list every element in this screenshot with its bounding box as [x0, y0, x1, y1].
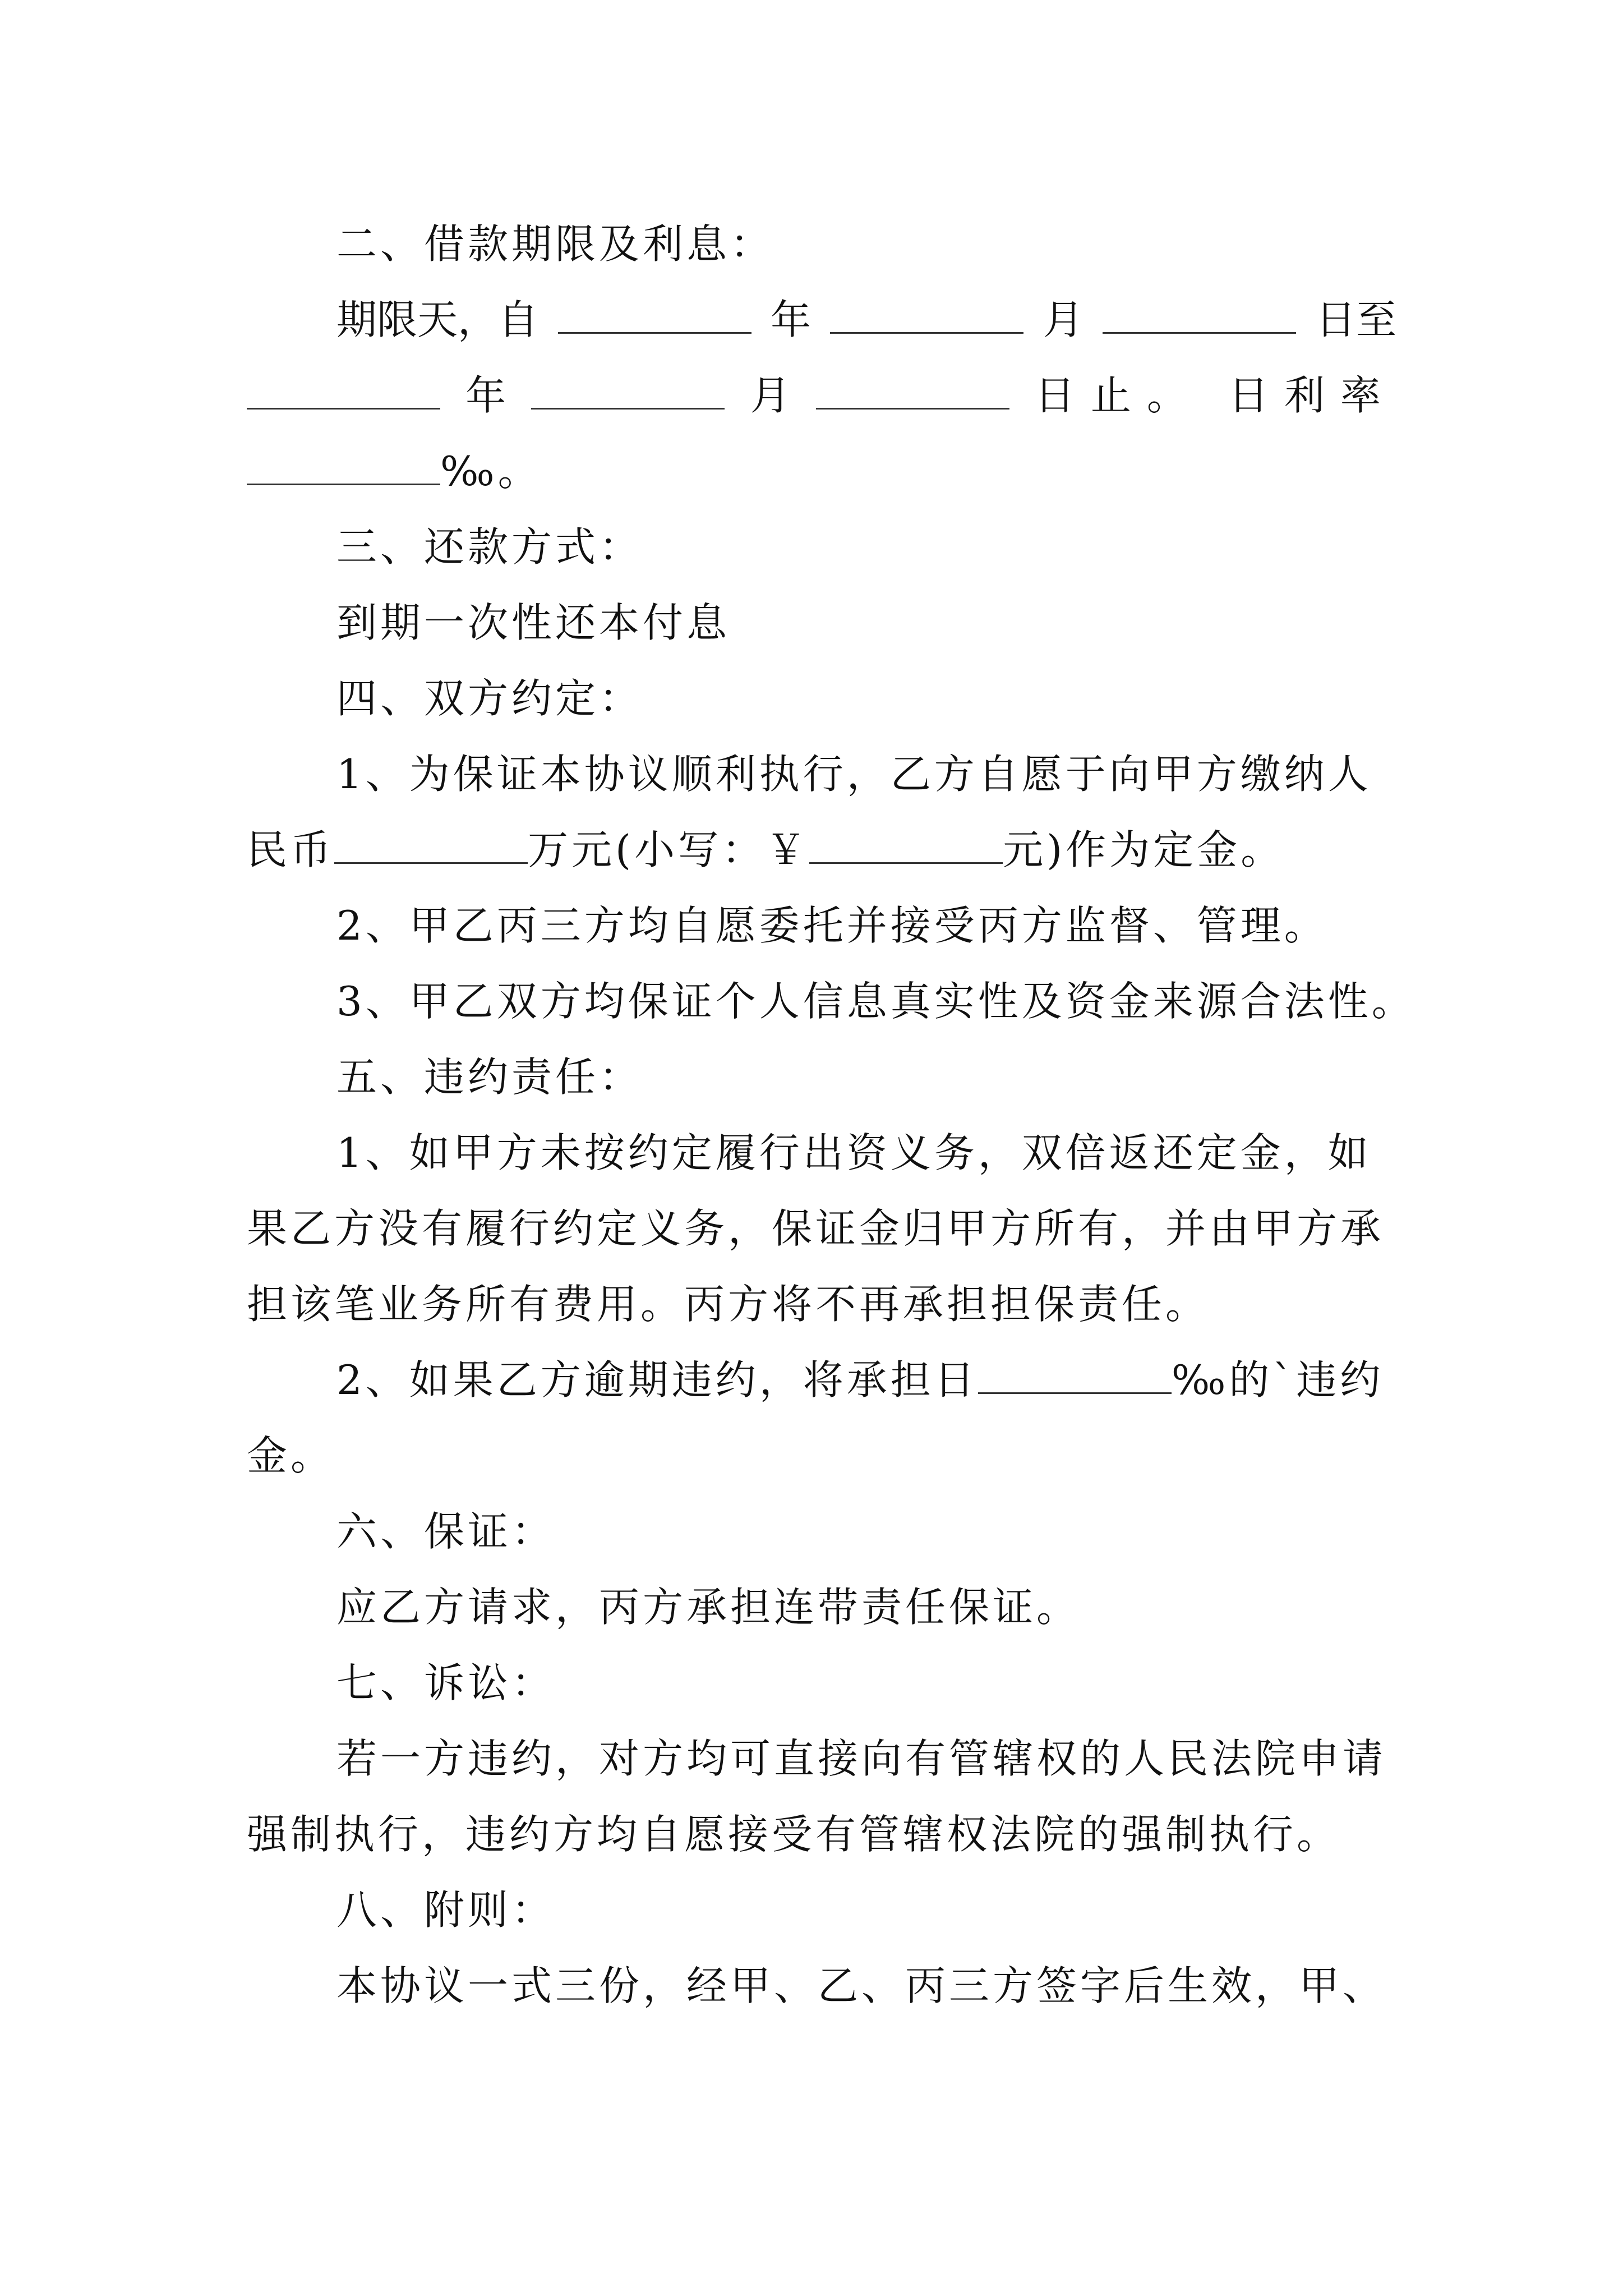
rmb-label: 民币 [247, 826, 335, 873]
section-7-body-line-1: 若一方违约，对方均可直接向有管辖权的人民法院申请 [336, 1735, 1387, 1782]
section-5-item-2-line-2: 金。 [247, 1432, 335, 1479]
section-5-item-1-line-2: 果乙方没有履行约定义务，保证金归甲方所有，并由甲方承 [247, 1205, 1385, 1252]
amount-yuan-blank [809, 825, 1003, 864]
end-year-label: 年 [465, 372, 506, 419]
section-3-body: 到期一次性还本付息 [336, 599, 731, 646]
section-5-item-1-line-1: 1、如甲方未按约定履行出资义务，双倍返还定金，如 [336, 1129, 1372, 1176]
end-year-blank [247, 371, 440, 409]
section-4-item-1-line-2 [247, 822, 1396, 878]
section-4-item-1-line-1: 1、为保证本协议顺利执行，乙方自愿于向甲方缴纳人 [336, 751, 1372, 798]
end-month-blank [531, 371, 725, 409]
start-month-blank [830, 295, 1023, 334]
rate-unit: ‰。 [440, 448, 542, 495]
section-4-item-2: 2、甲乙丙三方均自愿委托并接受丙方监督、管理。 [336, 902, 1328, 949]
section-7-heading: 七、诉讼： [336, 1659, 556, 1706]
daily-rate-label: 日利率 [1228, 372, 1396, 419]
section-5-item-1-line-3: 担该笔业务所有费用。丙方将不再承担担保责任。 [247, 1281, 1210, 1328]
section-5-heading: 五、违约责任： [336, 1053, 643, 1101]
section-7-body-line-2: 强制执行，违约方均自愿接受有管辖权法院的强制执行。 [247, 1811, 1341, 1858]
section-2-rate-line [247, 443, 1396, 499]
term-day-to-label: 日至 [1315, 296, 1396, 343]
term-month-label: 月 [1043, 296, 1083, 343]
term-prefix: 期限天，自 [336, 296, 539, 343]
amount-wan-blank [334, 825, 528, 864]
section-8-heading: 八、附则： [336, 1887, 556, 1934]
section-3-heading: 三、还款方式： [336, 523, 643, 570]
section-4-heading: 四、双方约定： [336, 675, 643, 722]
section-4-item-3: 3、甲乙双方均保证个人信息真实性及资金来源合法性。 [336, 978, 1415, 1025]
section-6-heading: 六、保证： [336, 1508, 556, 1555]
end-day-label: 日止。 [1034, 372, 1203, 419]
penalty-prefix: 2、如果乙方逾期违约，将承担日 [336, 1356, 978, 1404]
penalty-suffix: ‰的`违约 [1171, 1356, 1384, 1404]
section-5-item-2-line-1 [336, 1352, 1396, 1408]
penalty-rate-blank [978, 1355, 1172, 1394]
deposit-label: 元)作为定金。 [1003, 826, 1285, 873]
start-year-blank [558, 295, 751, 334]
end-month-label: 月 [750, 372, 791, 419]
section-2-end-line [247, 367, 1396, 424]
section-2-term-line [336, 292, 1396, 348]
start-day-blank [1103, 295, 1296, 334]
term-year-label: 年 [770, 296, 811, 343]
section-2-heading: 二、借款期限及利息： [336, 220, 774, 268]
amount-small-label: 万元(小写：￥ [528, 826, 810, 873]
section-6-body: 应乙方请求，丙方承担连带责任保证。 [336, 1584, 1081, 1631]
section-8-body-line-1: 本协议一式三份，经甲、乙、丙三方签字后生效，甲、 [336, 1962, 1387, 2009]
end-day-blank [816, 371, 1009, 409]
daily-rate-blank [247, 447, 440, 485]
